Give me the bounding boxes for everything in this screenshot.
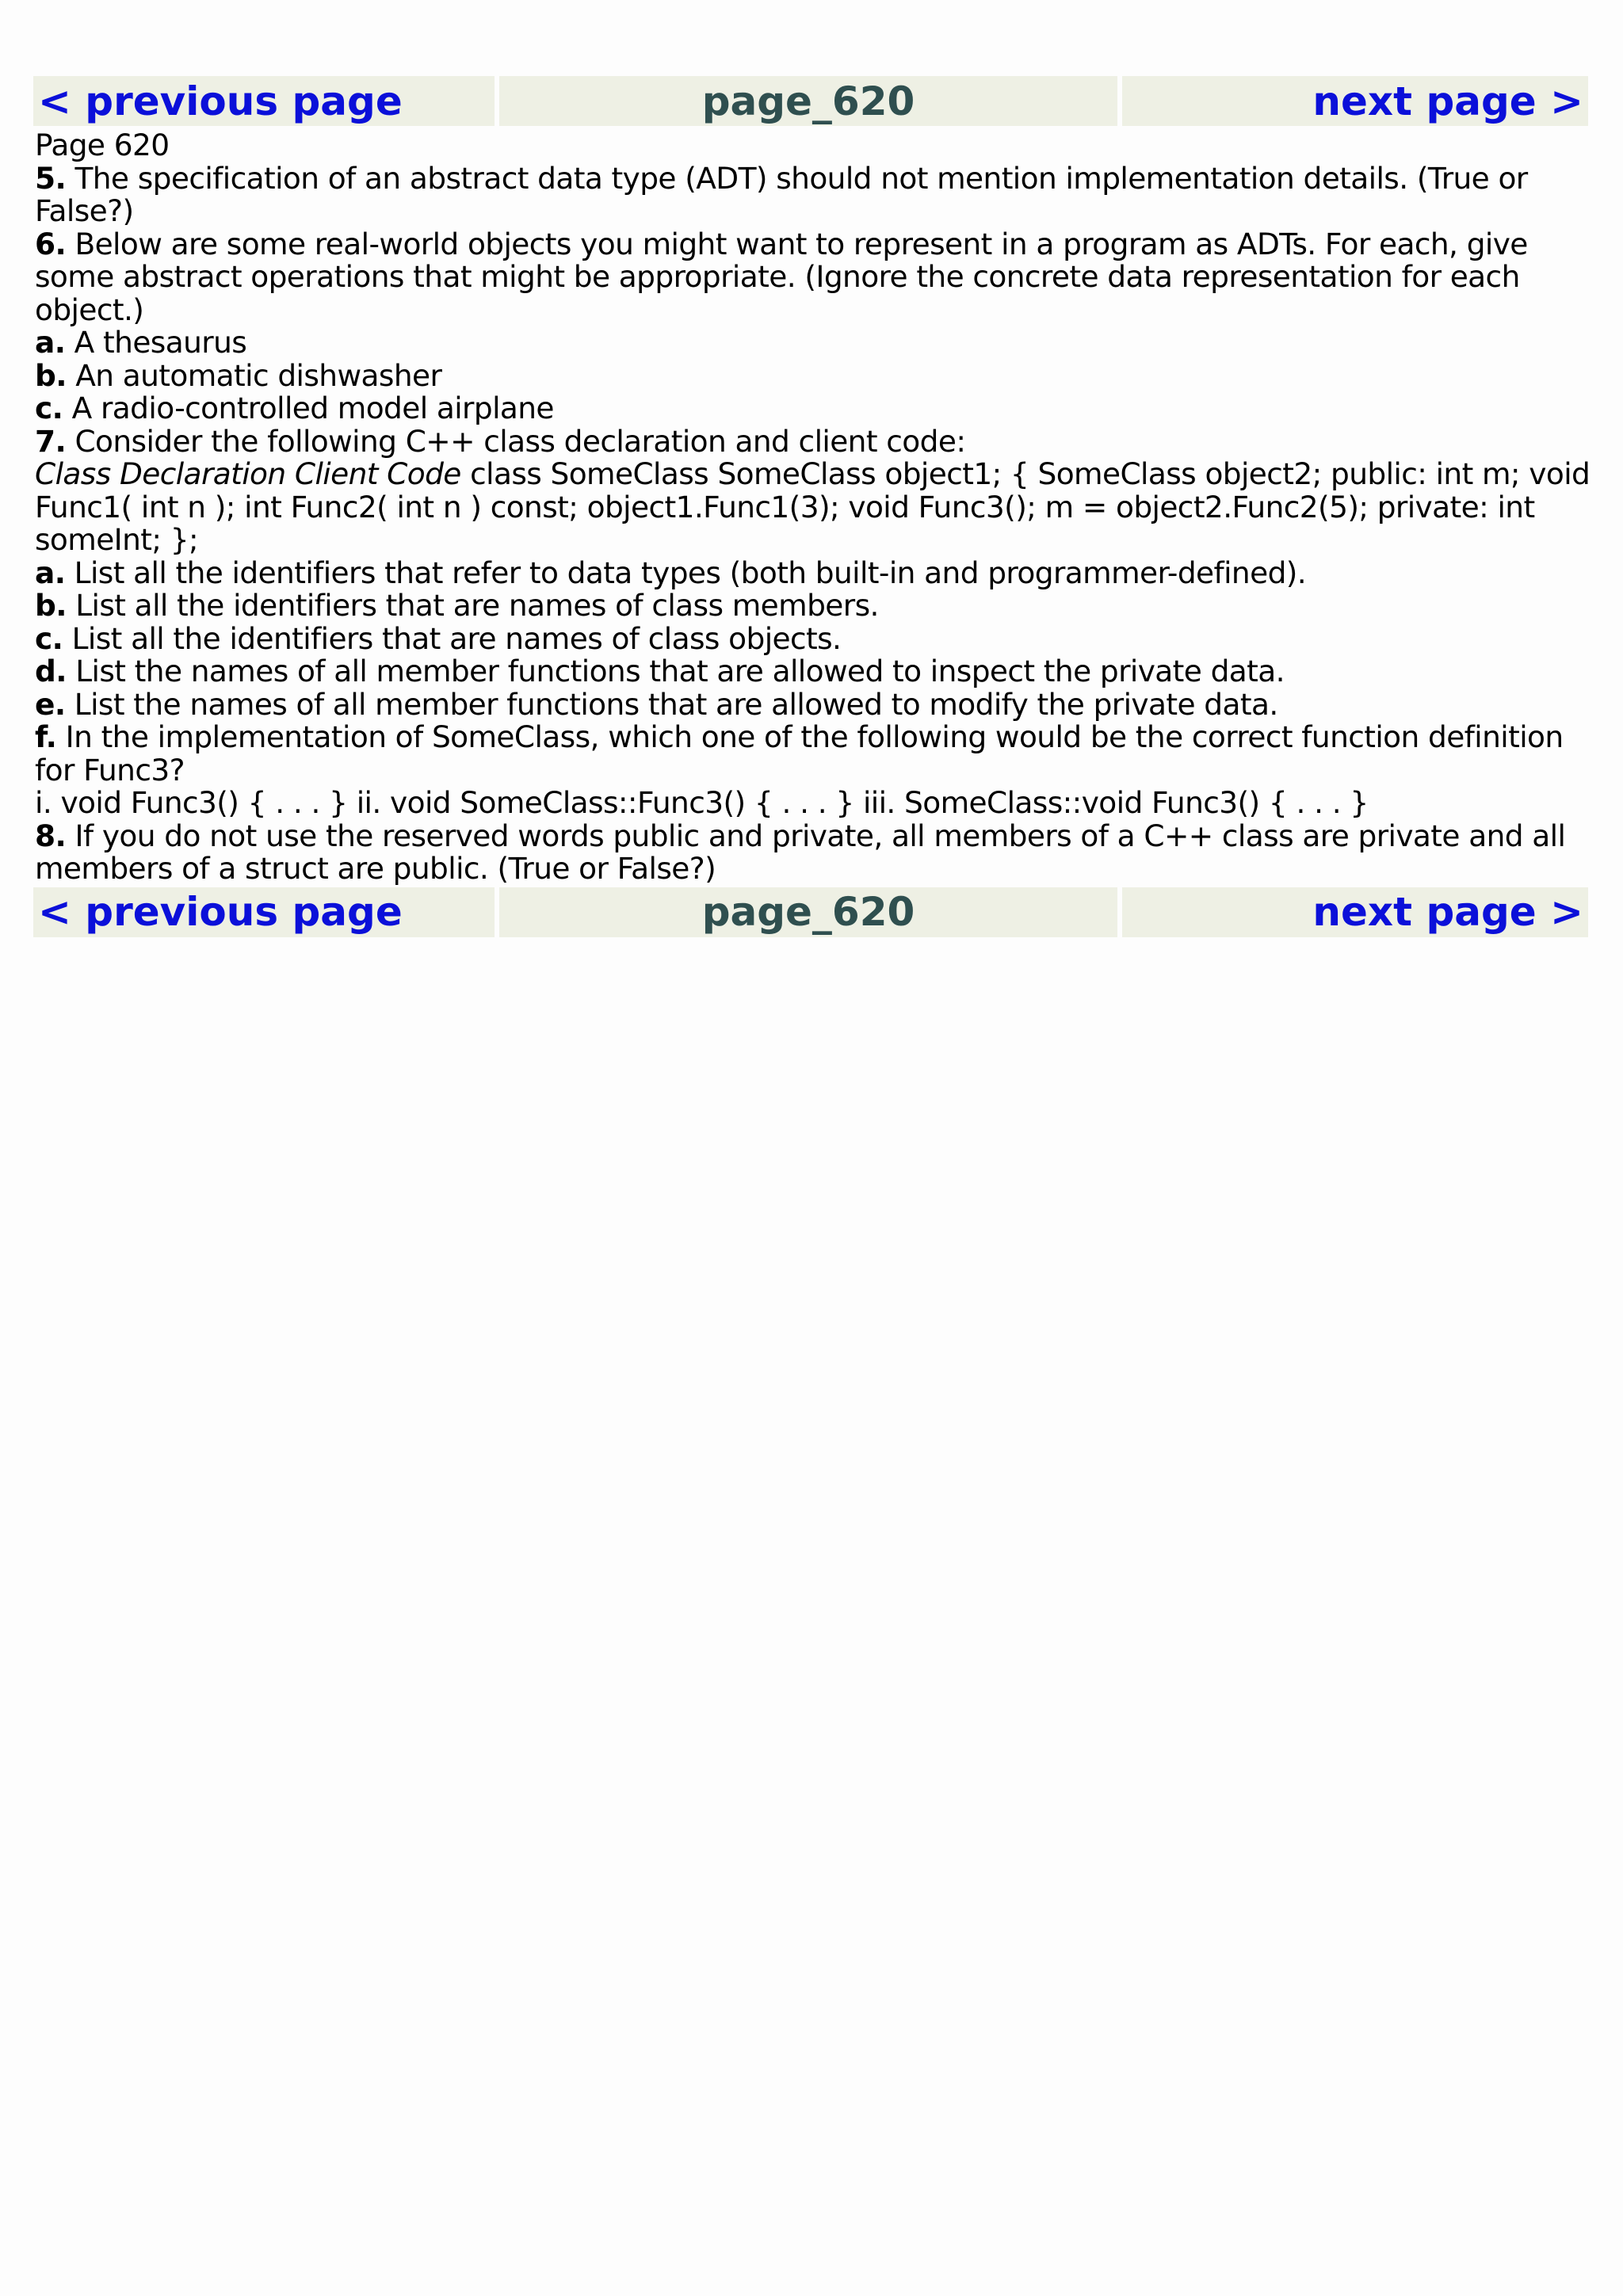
page-content [33, 126, 1593, 887]
question-5 [35, 162, 1593, 228]
top-navigation-bar [33, 76, 1593, 126]
top-next-cell [1122, 76, 1588, 126]
question-8 [35, 820, 1593, 886]
answer-options: i. void Func3() { . . . } ii. void SomeClass::Func3() { . . . } iii. SomeClass::void Func3() { . . . } [35, 785, 1369, 820]
top-page-indicator: page_620 [499, 76, 1117, 126]
question-text: If you do not use the reserved words public and private, all members of a C++ class are private and all members of a struct are public. (True or False?) [35, 818, 1566, 886]
top-prev-cell [33, 76, 495, 126]
bottom-next-cell [1122, 887, 1588, 937]
question-6a [35, 326, 1593, 360]
question-7b [35, 589, 1593, 623]
question-6b [35, 357, 1593, 393]
subitem-letter: b. [35, 357, 67, 393]
subitem-text: List all the identifiers that are names of class members. [66, 588, 879, 623]
subitem-letter: e. [35, 686, 66, 722]
question-text: Below are some real-world objects you might want to represent in a program as ADTs. For each, give some abstract operations that might be appropriate. (Ignore the concrete data representation for each object.) [35, 226, 1528, 327]
subitem-text: List the names of all member functions that are allowed to inspect the private data. [66, 654, 1285, 688]
subitem-text: A radio-controlled model airplane [63, 391, 554, 425]
question-7c [35, 620, 1593, 656]
question-6c [35, 392, 1593, 425]
bottom-previous-page-link[interactable]: < previous page [38, 889, 403, 935]
subitem-letter: d. [35, 654, 67, 688]
question-text: Consider the following C++ class declaration and client code: [66, 423, 966, 459]
code-block-text: class SomeClass SomeClass object1; { SomeClass object2; public: int m; void Func1( int n ); int Func2( int n ) const; object1.Func1(3); void Func3(); m = object2.Func2(5); private: int someInt; }; [35, 456, 1591, 557]
question-text: The specification of an abstract data type (ADT) should not mention implementation details. (True or False?) [35, 160, 1528, 228]
question-number: 7. [35, 423, 67, 459]
question-7d [35, 655, 1593, 688]
question-7 [35, 425, 1593, 459]
subitem-text: An automatic dishwasher [66, 357, 442, 393]
subitem-letter: a. [35, 555, 66, 590]
question-number: 5. [35, 160, 67, 196]
page-container [33, 76, 1593, 937]
subitem-letter: b. [35, 588, 67, 623]
question-7f [35, 721, 1593, 787]
bottom-page-indicator: page_620 [499, 887, 1117, 937]
question-number: 8. [35, 818, 67, 853]
subitem-letter: f. [35, 719, 57, 754]
code-block-label: Class Declaration Client Code [35, 456, 461, 491]
question-7a [35, 557, 1593, 590]
code-block [35, 458, 1593, 557]
question-7e [35, 688, 1593, 722]
bottom-prev-cell [33, 887, 495, 937]
question-6 [35, 228, 1593, 327]
subitem-text: List all the identifiers that are names of class objects. [63, 620, 842, 656]
bottom-navigation-bar [33, 887, 1593, 937]
subitem-letter: a. [35, 325, 66, 360]
top-next-page-link[interactable]: next page > [1312, 78, 1583, 124]
subitem-letter: c. [35, 620, 63, 656]
top-previous-page-link[interactable]: < previous page [38, 78, 403, 124]
subitem-text: List the names of all member functions that are allowed to modify the private data. [65, 686, 1278, 722]
page-heading: Page 620 [35, 128, 170, 162]
subitem-text: In the implementation of SomeClass, which one of the following would be the correct function definition for Func3? [35, 719, 1564, 788]
bottom-next-page-link[interactable]: next page > [1312, 889, 1583, 935]
subitem-text: List all the identifiers that refer to data types (both built-in and programmer-defined). [65, 555, 1307, 590]
subitem-letter: c. [35, 391, 63, 425]
question-number: 6. [35, 226, 67, 261]
subitem-text: A thesaurus [65, 325, 247, 360]
